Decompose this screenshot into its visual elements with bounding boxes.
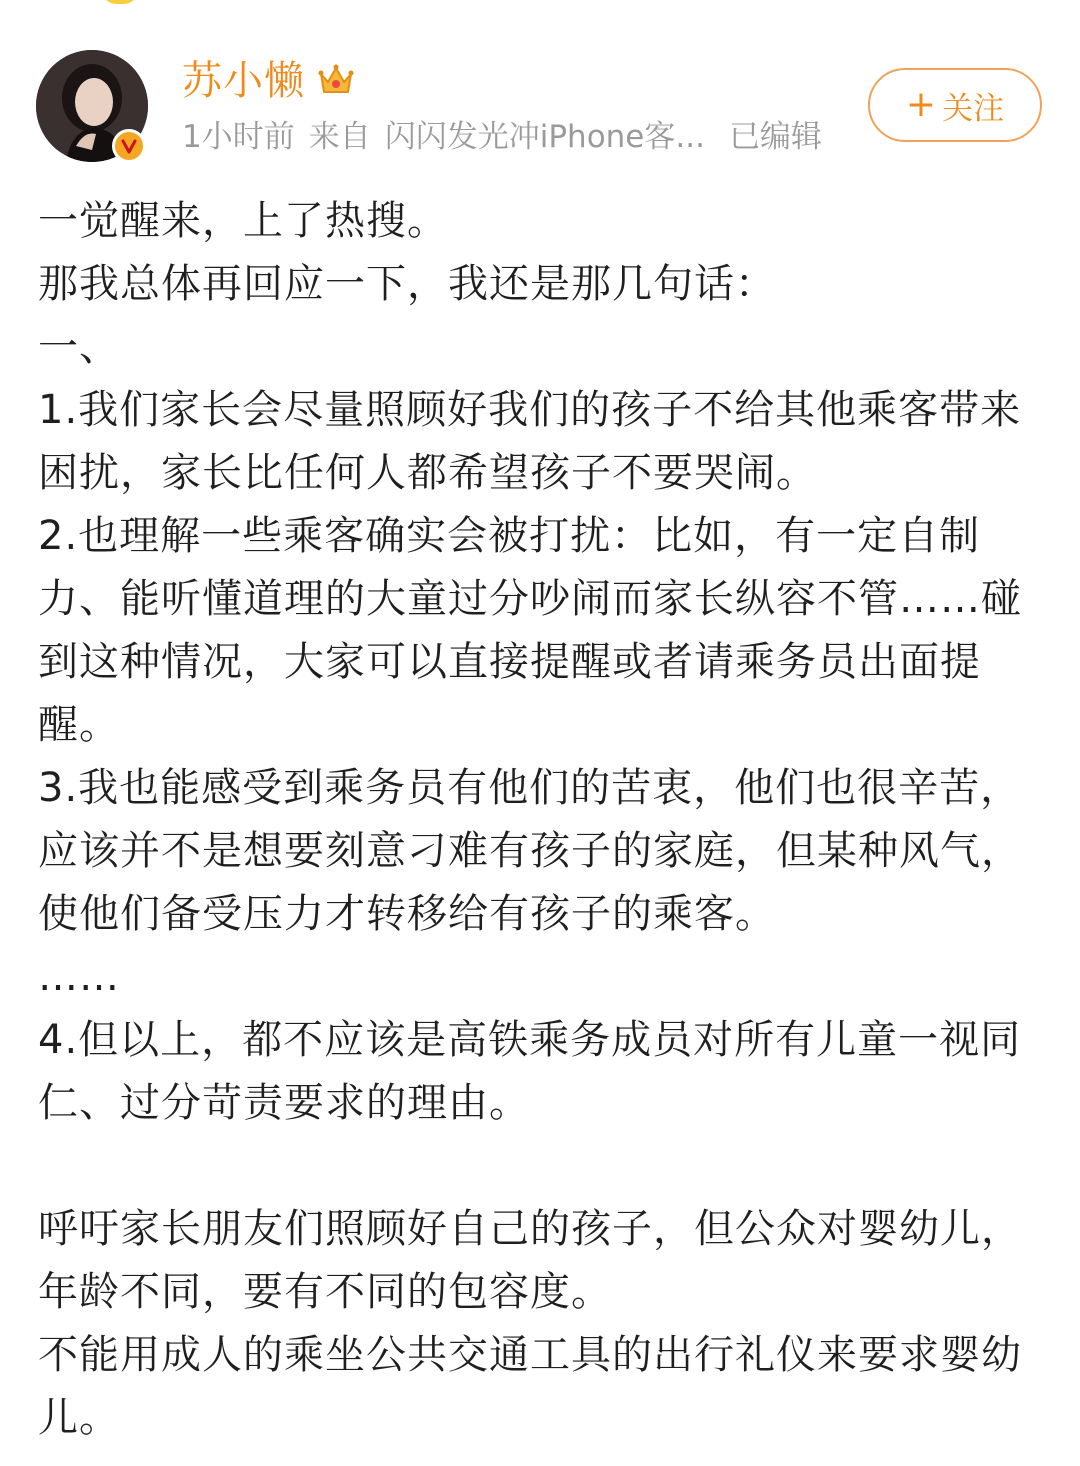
top-tag xyxy=(100,0,140,4)
verified-badge-icon xyxy=(112,129,146,163)
post-line: 呼吁家长朋友们照顾好自己的孩子，但公众对婴幼儿，年龄不同，要有不同的包容度。 xyxy=(38,1206,1022,1315)
post-line: 一觉醒来，上了热搜。 xyxy=(38,198,448,244)
follow-button[interactable] xyxy=(868,68,1042,142)
post-content xyxy=(38,190,1043,1450)
post-source[interactable]: 闪闪发光冲iPhone客... xyxy=(384,119,705,155)
post-line: 4.但以上，都不应该是高铁乘务成员对所有儿童一视同仁、过分苛责要求的理由。 xyxy=(38,1017,1022,1126)
post-time: 1小时前 xyxy=(182,119,295,155)
post-line: 2.也理解一些乘客确实会被打扰：比如，有一定自制力、能听懂道理的大童过分吵闹而家长纵容不管……碰到这种情况，大家可以直接提醒或者请乘务员出面提醒。 xyxy=(38,513,1022,748)
crown-icon xyxy=(316,60,356,100)
post-line: 3.我也能感受到乘务员有他们的苦衷，他们也很辛苦，应该并不是想要刻意刁难有孩子的家庭，但某种风气，使他们备受压力才转移给有孩子的乘客。 xyxy=(38,765,1022,937)
post-blank-line xyxy=(38,1135,1043,1198)
post-meta xyxy=(182,116,836,158)
post-line: 一、 xyxy=(38,324,120,370)
post-line: 那我总体再回应一下，我还是那几句话： xyxy=(38,261,776,307)
plus-icon: + xyxy=(905,84,937,125)
edited-label[interactable]: 已编辑 xyxy=(728,119,822,155)
username[interactable]: 苏小懒 xyxy=(182,58,305,104)
follow-label: 关注 xyxy=(942,90,1005,127)
post-line: 不能用成人的乘坐公共交通工具的出行礼仪来要求婴幼儿。 xyxy=(38,1332,1022,1441)
post-line: 1.我们家长会尽量照顾好我们的孩子不给其他乘客带来困扰，家长比任何人都希望孩子不要哭闹。 xyxy=(38,387,1022,496)
source-prefix: 来自 xyxy=(308,119,371,155)
post-line: …… xyxy=(38,954,120,1000)
